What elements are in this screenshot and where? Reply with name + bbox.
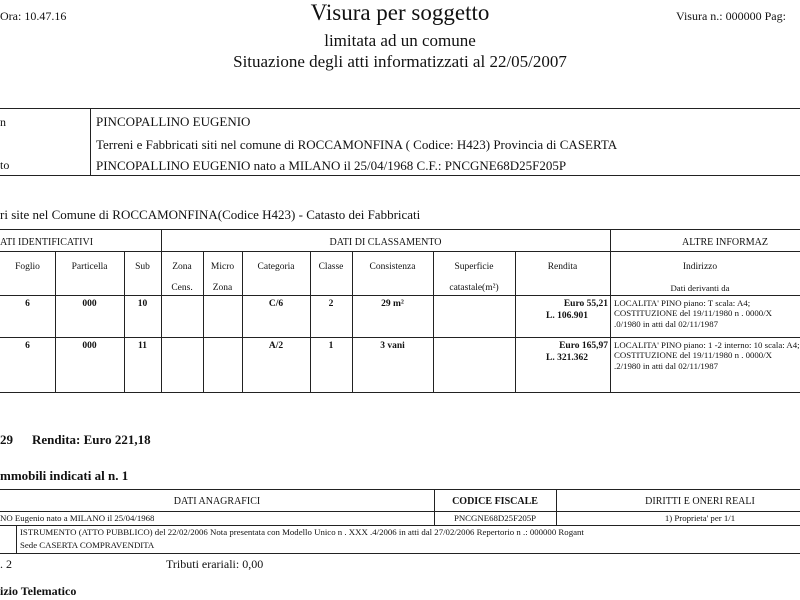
col-micro: Micro [210, 262, 235, 272]
totals-count: 29 [0, 432, 13, 447]
note-line-2: Sede CASERTA COMPRAVENDITA [20, 540, 155, 550]
cell-rendita-euro: Euro 165,97 [559, 341, 608, 351]
cell-categoria: C/6 [268, 299, 284, 309]
col-microzona: Zona [212, 283, 233, 293]
col-cens: Cens. [171, 283, 193, 293]
col-sub: Sub [135, 262, 150, 272]
col-consistenza: Consistenza [369, 262, 416, 272]
col-foglio: Foglio [15, 262, 40, 272]
header-diritti: DIRITTI E ONERI REALI [645, 496, 755, 507]
cell-codice-fiscale: PNCGNE68D25F205P [453, 513, 537, 523]
note-line-1: ISTRUMENTO (ATTO PUBBLICO) del 22/02/2006 Nota presentata con Modello Unico n . XXX .4/2006 in atti dal 27/02/2006 Repertorio n .: 000000 Rogant [20, 527, 584, 537]
col-classe: Classe [318, 262, 344, 272]
col-particella: Particella [71, 262, 108, 272]
cell-sub: 10 [137, 299, 148, 309]
col-catastale: catastale(m²) [449, 283, 499, 293]
cell-classe: 1 [328, 341, 334, 351]
visura-number: Visura n.: 000000 Pag: [676, 9, 786, 23]
cell-foglio: 6 [25, 299, 30, 309]
section-title-intestati: mmobili indicati al n. 1 [0, 468, 129, 483]
page-subtitle: limitata ad un comune [324, 31, 476, 50]
info-label-name: n [0, 115, 6, 129]
servizio-telematico: izio Telematico [0, 584, 77, 598]
cell-indirizzo: LOCALITA' PINO piano: 1 -2 interno: 10 scala: A4; COSTITUZIONE del 19/11/1980 n . 0000/X .2/1980 in atti dal 02/11/1987 [614, 340, 800, 371]
tributi-erariali: Tributi erariali: 0,00 [166, 557, 264, 571]
cell-rendita-lire: L. 106.901 [546, 311, 588, 321]
col-zona: Zona [172, 262, 192, 272]
header-codice-fiscale: CODICE FISCALE [452, 496, 538, 507]
cell-foglio: 6 [25, 341, 30, 351]
col-indirizzo: Indirizzo [682, 262, 718, 272]
cell-rendita-euro: Euro 55,21 [563, 299, 608, 309]
page-title: Visura per soggetto [310, 0, 490, 25]
info-label-born: to [0, 158, 10, 172]
col-dati-derivanti: Dati derivanti da [670, 283, 730, 293]
cell-consistenza: 3 vani [380, 341, 405, 351]
header-dati-anagrafici: DATI ANAGRAFICI [173, 496, 261, 507]
col-superficie: Superficie [454, 262, 494, 272]
subject-name: PINCOPALLINO EUGENIO [96, 114, 251, 129]
cell-classe: 2 [328, 299, 334, 309]
cell-particella: 000 [82, 299, 97, 309]
col-rendita: Rendita [547, 262, 578, 272]
situation-date: Situazione degli atti informatizzati al 22/05/2007 [233, 52, 567, 71]
cell-indirizzo: LOCALITA' PINO piano: T scala: A4; COSTITUZIONE del 19/11/1980 n . 0000/X .0/1980 in atti dal 02/11/1987 [614, 298, 773, 329]
col-categoria: Categoria [257, 262, 295, 272]
cell-consistenza: 29 m² [381, 299, 404, 309]
totals-rendita: Rendita: Euro 221,18 [32, 432, 151, 447]
group-header-classamento: DATI DI CLASSAMENTO [329, 237, 442, 248]
group-header-altre: ALTRE INFORMAZ [681, 237, 769, 248]
print-time: Ora: 10.47.16 [0, 9, 67, 23]
subject-details: PINCOPALLINO EUGENIO nato a MILANO il 25/04/1968 C.F.: PNCGNE68D25F205P [96, 158, 567, 173]
cell-diritti: 1) Proprieta' per 1/1 [664, 513, 736, 523]
cell-sub: 11 [138, 341, 147, 351]
subject-scope: Terreni e Fabbricati siti nel comune di ROCCAMONFINA ( Codice: H423) Provincia di CASERTA [96, 137, 618, 152]
cell-particella: 000 [82, 341, 97, 351]
section-title-fabbricati: ri site nel Comune di ROCCAMONFINA(Codice H423) - Catasto dei Fabbricati [0, 207, 421, 222]
cell-rendita-lire: L. 321.362 [546, 353, 588, 363]
footer-count: . 2 [0, 557, 12, 571]
group-header-identificativi: ATI IDENTIFICATIVI [0, 237, 94, 248]
cell-categoria: A/2 [268, 341, 284, 351]
cell-anagrafici: NO Eugenio nato a MILANO il 25/04/1968 [0, 513, 155, 523]
